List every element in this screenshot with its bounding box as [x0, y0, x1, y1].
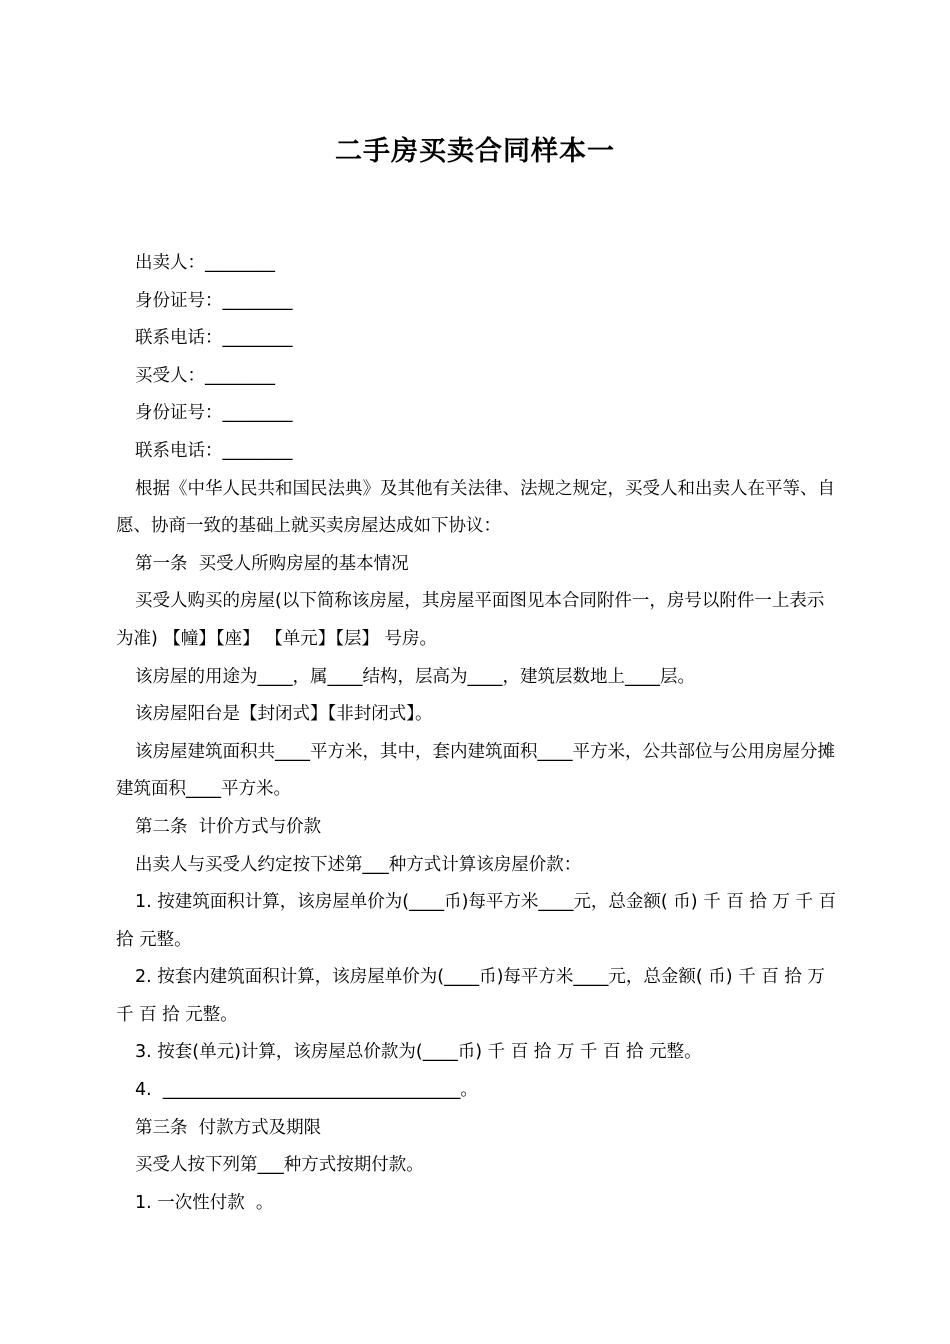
seller-id-line: 身份证号：________ — [135, 290, 293, 311]
article-1-usage-paragraph: 该房屋的用途为____，属____结构，层高为____，建筑层数地上____层。 — [135, 666, 695, 687]
article-3-heading: 第三条 付款方式及期限 — [135, 1117, 322, 1138]
article-2-intro-paragraph: 出卖人与买受人约定按下述第___种方式计算该房屋价款： — [135, 854, 582, 875]
article-3-option-1: 1. 一次性付款 。 — [135, 1192, 274, 1213]
article-2-heading: 第二条 计价方式与价款 — [135, 816, 322, 837]
article-3-intro-paragraph: 买受人按下列第___种方式按期付款。 — [135, 1155, 424, 1176]
article-2-option-1: 1. 按建筑面积计算，该房屋单价为(____币)每平方米____元，总金额( 币) 千 百 拾 万 千 百 拾 元整。 — [116, 892, 842, 950]
seller-phone-line: 联系电话：________ — [135, 328, 293, 349]
buyer-phone-line: 联系电话：________ — [135, 440, 293, 461]
article-1-area-paragraph: 该房屋建筑面积共____平方米，其中，套内建筑面积____平方米，公共部位与公用房屋分摊建筑面积____平方米。 — [116, 741, 835, 800]
article-2-option-2: 2. 按套内建筑面积计算，该房屋单价为(____币)每平方米____元，总金额( 币) 千 百 拾 万 千 百 拾 元整。 — [116, 967, 831, 1025]
article-2-option-3: 3. 按套(单元)计算，该房屋总价款为(____币) 千 百 拾 万 千 百 拾 元整。 — [135, 1042, 702, 1063]
preamble-paragraph: 根据《中华人民共和国民法典》及其他有关法律、法规之规定，买受人和出卖人在平等、自愿、协商一致的基础上就买卖房屋达成如下协议： — [116, 478, 835, 537]
document-body — [116, 245, 842, 1222]
buyer-name-line: 买受人：________ — [135, 365, 275, 386]
document-title: 二手房买卖合同样本一 — [335, 136, 615, 167]
article-1-property-paragraph: 买受人购买的房屋(以下简称该房屋，其房屋平面图见本合同附件一，房号以附件一上表示为准) 【幢】【座】 【单元】【层】 号房。 — [116, 591, 825, 649]
seller-name-line: 出卖人：________ — [135, 253, 275, 273]
article-1-balcony-paragraph: 该房屋阳台是【封闭式】【非封闭式】。 — [135, 704, 433, 725]
article-1-heading: 第一条 买受人所购房屋的基本情况 — [135, 553, 409, 574]
buyer-id-line: 身份证号：________ — [135, 403, 293, 424]
article-2-option-4: 4. __________________________________。 — [135, 1080, 478, 1101]
